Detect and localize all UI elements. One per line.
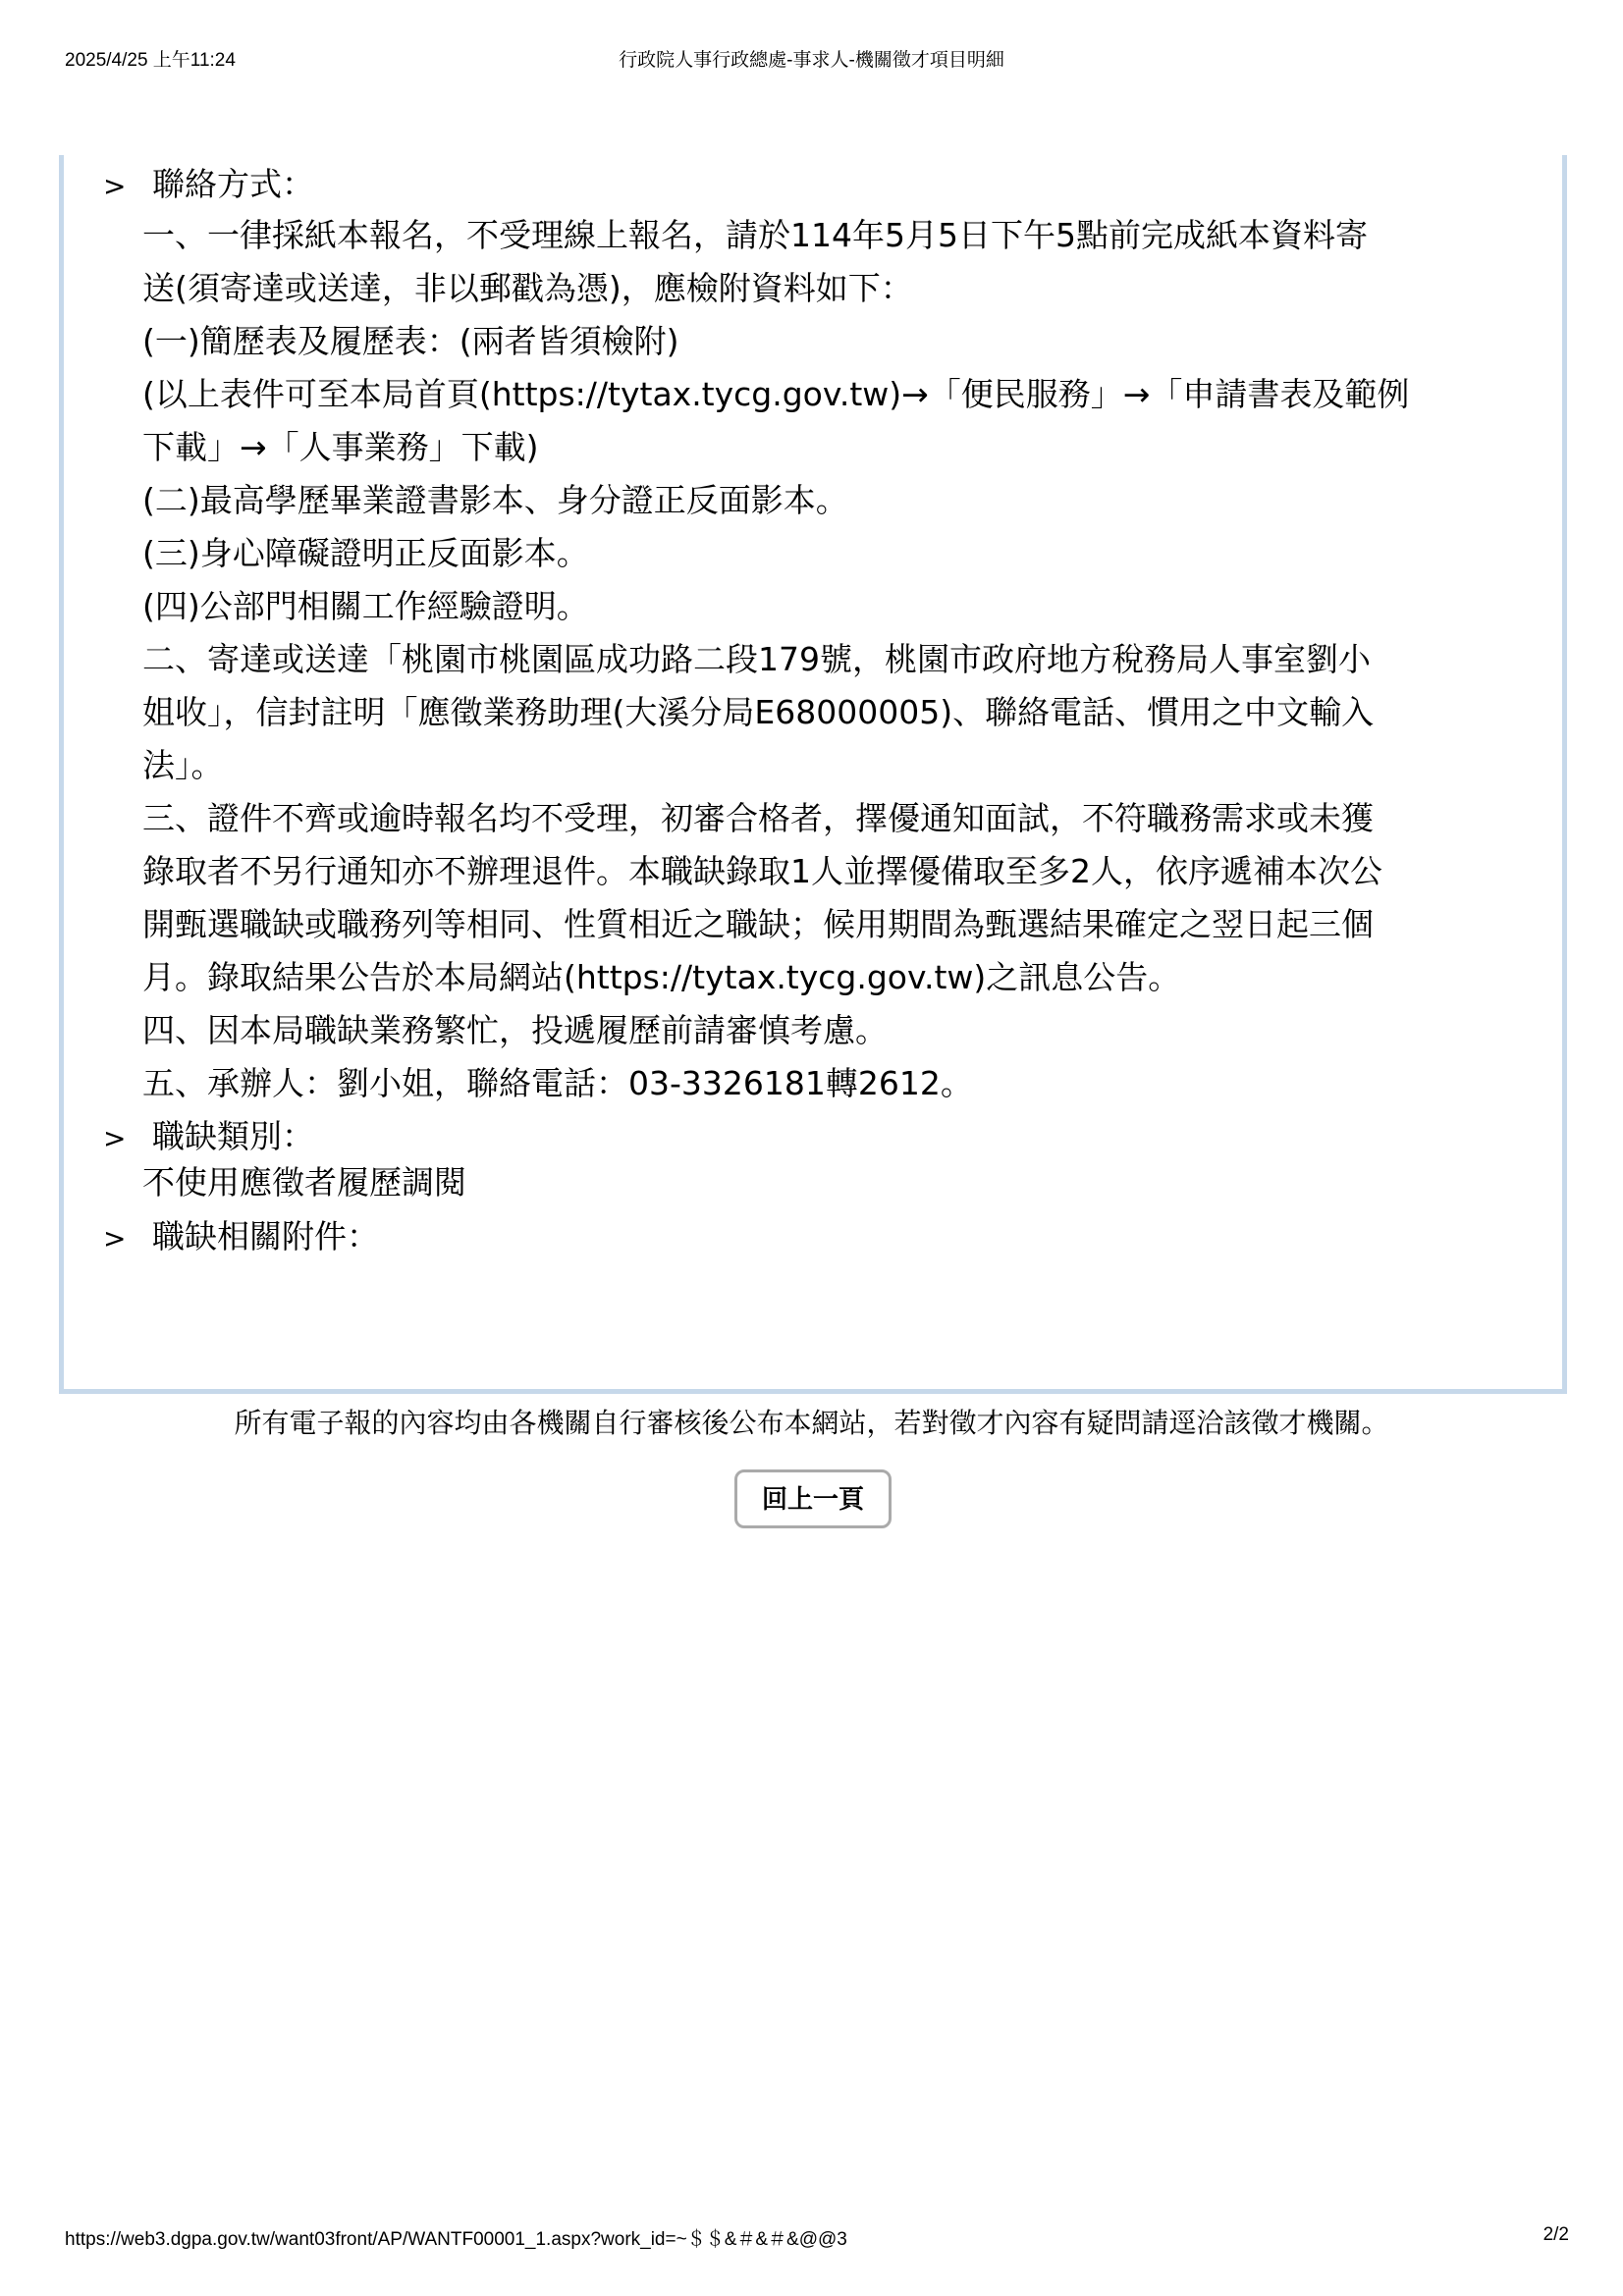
- contact-line: 二、寄達或送達「桃園市桃園區成功路二段179號，桃園市政府地方稅務局人事室劉小: [142, 640, 1371, 678]
- contact-line: 開甄選職缺或職務列等相同、性質相近之職缺；候用期間為甄選結果確定之翌日起三個: [142, 905, 1374, 943]
- contact-line: 四、因本局職缺業務繁忙，投遞履歷前請審慎考慮。: [142, 1011, 888, 1049]
- contact-line: 送(須寄達或送達，非以郵戳為憑)，應檢附資料如下：: [142, 269, 913, 307]
- contact-line: (三)身心障礙證明正反面影本。: [142, 534, 589, 572]
- category-value: [142, 1156, 1556, 1209]
- job-detail-panel: [59, 155, 1567, 1394]
- contact-heading-label: 聯絡方式：: [152, 165, 314, 203]
- chevron-right-icon: >: [103, 1122, 127, 1154]
- print-header: [0, 45, 1623, 71]
- category-heading-label: 職缺類別：: [152, 1117, 314, 1155]
- contact-line: 姐收」，信封註明「應徵業務助理(大溪分局E68000005)、聯絡電話、慣用之中文輸入: [142, 693, 1375, 731]
- contact-line: (以上表件可至本局首頁(https://tytax.tycg.gov.tw)→「便民服務」→「申請書表及範例: [142, 375, 1410, 413]
- contact-line: (四)公部門相關工作經驗證明。: [142, 587, 589, 625]
- contact-line: 錄取者不另行通知亦不辦理退件。本職缺錄取1人並擇優備取至多2人，依序遞補本次公: [142, 852, 1382, 890]
- print-url: https://web3.dgpa.gov.tw/want03front/AP/WANTF00001_1.aspx?work_id=~＄＄&＃&＃&@@3: [65, 2229, 847, 2250]
- page-number: 2/2: [1542, 2224, 1569, 2245]
- print-page-title: 行政院人事行政總處-事求人-機關徵才項目明細: [619, 50, 1004, 71]
- contact-line: 月。錄取結果公告於本局網站(https://tytax.tycg.gov.tw)之訊息公告。: [142, 958, 1181, 996]
- category-section-heading: [103, 1117, 314, 1158]
- contact-line: 法」。: [142, 746, 224, 784]
- back-button[interactable]: 回上一頁: [734, 1469, 892, 1528]
- attachments-section-heading: [103, 1217, 379, 1258]
- category-text: 不使用應徵者履歷調閱: [142, 1163, 466, 1201]
- chevron-right-icon: >: [103, 1222, 127, 1255]
- contact-line: 一、一律採紙本報名，不受理線上報名，請於114年5月5日下午5點前完成紙本資料寄: [142, 216, 1368, 254]
- contact-details: [142, 209, 1556, 1110]
- contact-line: 五、承辦人：劉小姐，聯絡電話：03-3326181轉2612。: [142, 1064, 973, 1102]
- disclaimer-text: 所有電子報的內容均由各機關自行審核後公布本網站，若對徵才內容有疑問請逕洽該徵才機關。: [234, 1407, 1389, 1439]
- contact-line: (二)最高學歷畢業證書影本、身分證正反面影本。: [142, 481, 848, 519]
- contact-line: (一)簡歷表及履歷表：(兩者皆須檢附): [142, 322, 679, 360]
- attachments-heading-label: 職缺相關附件：: [152, 1217, 379, 1255]
- contact-section-heading: [103, 165, 314, 206]
- print-datetime: 2025/4/25 上午11:24: [65, 50, 236, 71]
- chevron-right-icon: >: [103, 170, 127, 202]
- contact-line: 三、證件不齊或逾時報名均不受理，初審合格者，擇優通知面試，不符職務需求或未獲: [142, 799, 1374, 837]
- contact-line: 下載」→「人事業務」下載): [142, 428, 539, 466]
